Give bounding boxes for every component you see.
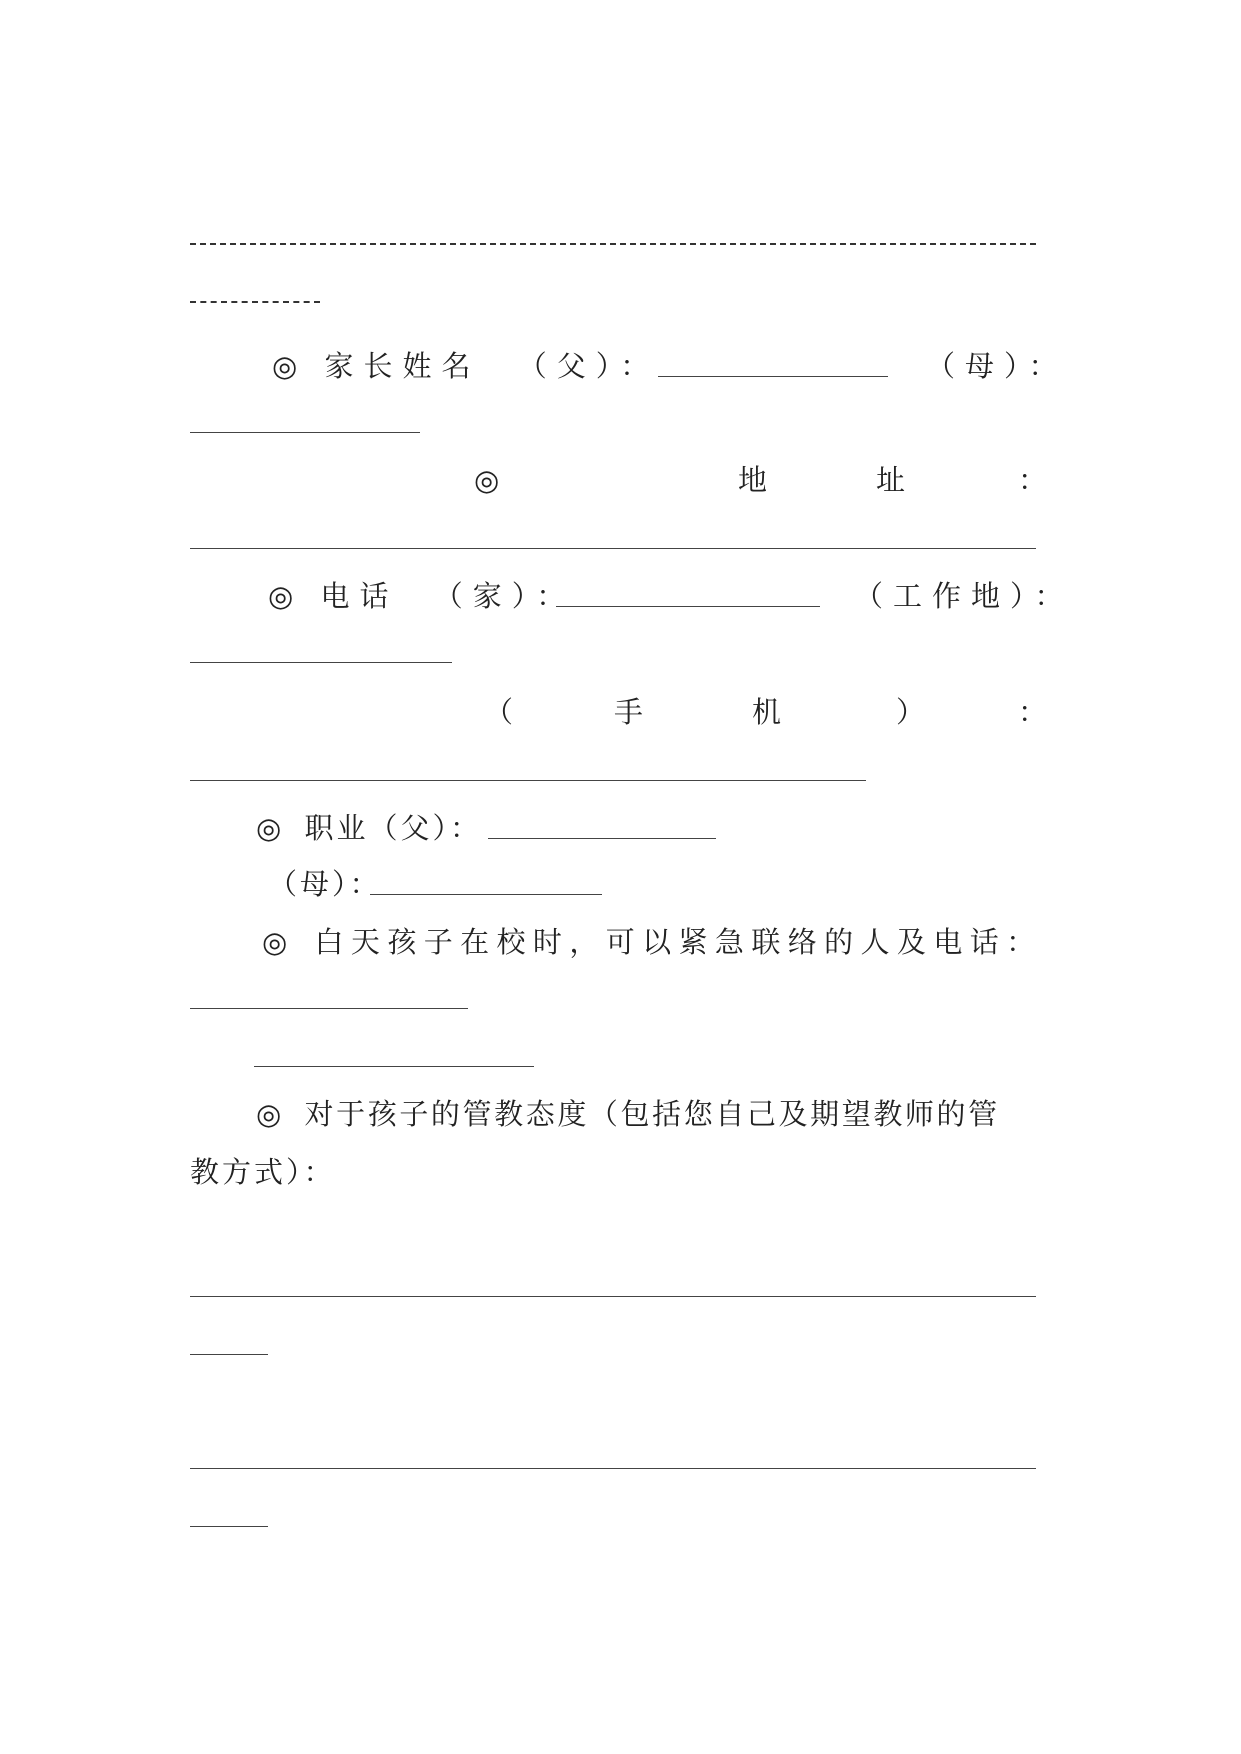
- bullet-marker-icon: ◎: [256, 811, 282, 845]
- father-name-field[interactable]: [658, 376, 888, 377]
- mother-label: （母）：: [926, 349, 1068, 383]
- mobile-close-paren: ）: [896, 695, 926, 729]
- mother-name-field[interactable]: [190, 432, 420, 433]
- mobile-colon: ：: [1018, 695, 1048, 729]
- top-dashed-rule-1: [190, 243, 1036, 245]
- father-occupation-field[interactable]: [488, 838, 716, 839]
- top-dashed-rule-2: [190, 301, 320, 303]
- bullet-marker-icon: ◎: [272, 349, 298, 383]
- work-phone-label: （工作地）：: [854, 579, 1074, 613]
- discipline-label-line-2: 教方式）：: [190, 1155, 336, 1189]
- discipline-field-1-cont[interactable]: [190, 1354, 268, 1355]
- bullet-marker-icon: ◎: [256, 1097, 282, 1131]
- home-phone-label: （家）：: [433, 579, 576, 613]
- home-phone-field[interactable]: [556, 606, 820, 607]
- discipline-field-2-cont[interactable]: [190, 1526, 268, 1527]
- father-occupation-label: 职业（父）：: [304, 811, 483, 845]
- mobile-open-paren: （: [484, 695, 514, 729]
- bullet-marker-icon: ◎: [262, 925, 288, 959]
- emergency-row: [262, 924, 1043, 960]
- phone-label: 电话: [320, 579, 399, 613]
- emergency-field-1[interactable]: [190, 1008, 468, 1009]
- address-colon: ：: [1018, 463, 1048, 497]
- mother-occupation-label: （母）：: [268, 867, 382, 901]
- address-char-2: 址: [876, 463, 906, 497]
- discipline-row: [256, 1096, 1000, 1132]
- father-label: （父）：: [517, 349, 660, 383]
- discipline-label-line-1: 对于孩子的管教态度（包括您自己及期望教师的管: [304, 1097, 1000, 1131]
- mother-occupation-field[interactable]: [370, 894, 602, 895]
- mobile-field[interactable]: [190, 780, 866, 781]
- mobile-char-1: 手: [614, 695, 644, 729]
- discipline-field-1[interactable]: [190, 1296, 1036, 1297]
- parents-row: [272, 348, 659, 384]
- address-marker: ◎: [474, 463, 500, 497]
- emergency-field-2[interactable]: [254, 1066, 534, 1067]
- address-field[interactable]: [190, 548, 1036, 549]
- emergency-label: 白天孩子在校时，可以紧急联络的人及电话：: [314, 925, 1043, 959]
- address-char-1: 地: [738, 463, 768, 497]
- discipline-field-2[interactable]: [190, 1468, 1036, 1469]
- mobile-char-2: 机: [752, 695, 782, 729]
- bullet-marker-icon: ◎: [268, 579, 294, 613]
- phone-row: [268, 578, 575, 614]
- occupation-row: [256, 810, 482, 846]
- parents-label: 家长姓名: [324, 349, 481, 383]
- work-phone-field[interactable]: [190, 662, 452, 663]
